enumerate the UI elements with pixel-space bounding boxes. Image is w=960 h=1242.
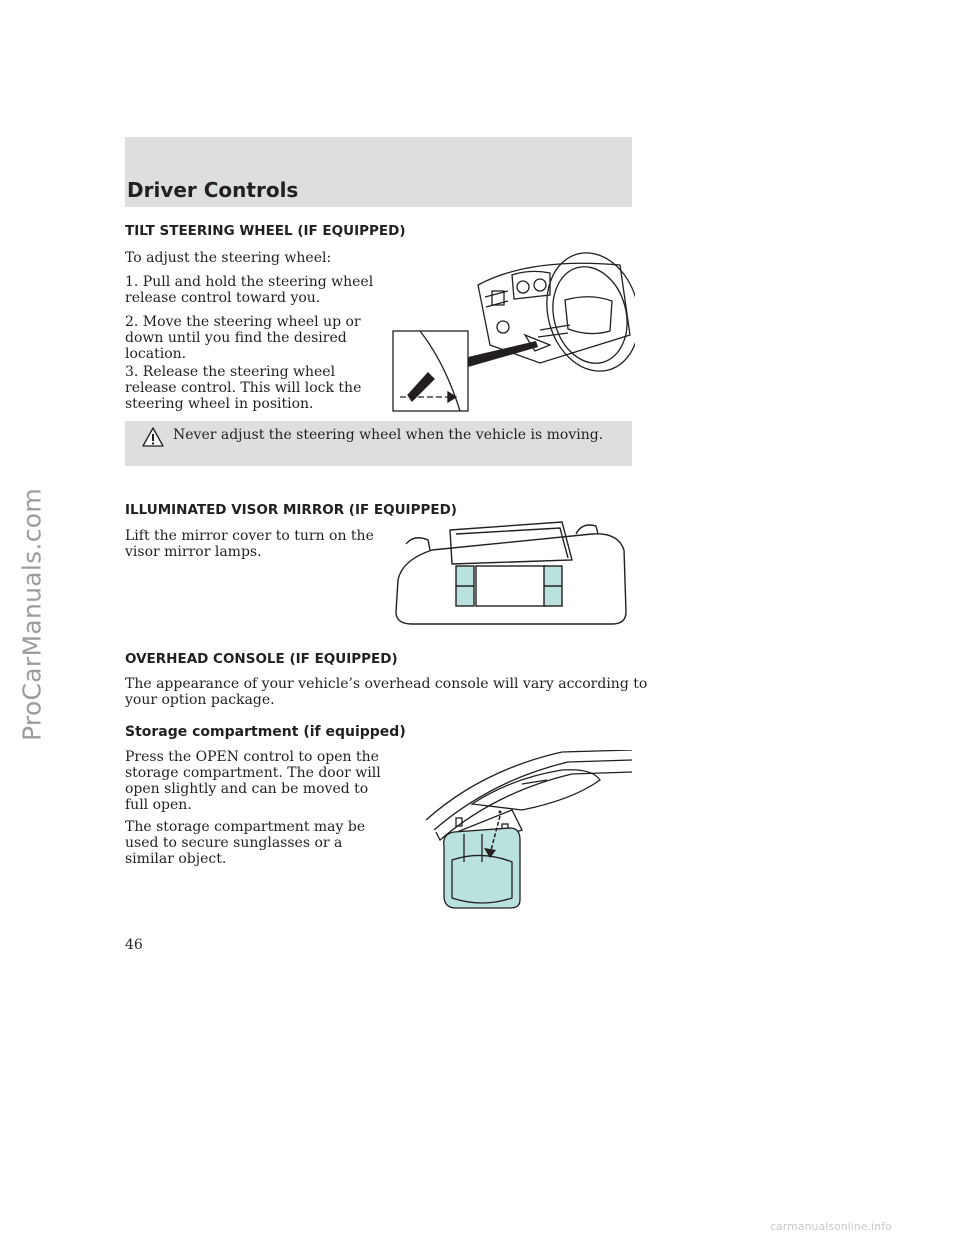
- visor-heading: ILLUMINATED VISOR MIRROR (IF EQUIPPED): [125, 502, 457, 518]
- tilt-step3-line: release control. This will lock the: [125, 380, 362, 396]
- watermark-text: ProCarManuals.com: [17, 487, 47, 742]
- tilt-step3: [125, 364, 361, 412]
- tilt-step1-line: 1. Pull and hold the steering wheel: [125, 274, 374, 290]
- storage-p1-line: Press the OPEN control to open the: [125, 749, 379, 765]
- console-heading: OVERHEAD CONSOLE (IF EQUIPPED): [125, 651, 398, 667]
- storage-p2-line: used to secure sunglasses or a: [125, 835, 343, 851]
- overhead-console-illustration: [422, 750, 637, 910]
- tilt-intro: To adjust the steering wheel:: [125, 250, 332, 266]
- tilt-step2-line: 2. Move the steering wheel up or: [125, 314, 361, 330]
- tilt-step1: [125, 274, 373, 306]
- steering-wheel-illustration: [390, 245, 635, 415]
- section-title: Driver Controls: [127, 178, 299, 202]
- console-text: [125, 676, 647, 708]
- storage-paragraph-2: [125, 819, 365, 867]
- tilt-heading: TILT STEERING WHEEL (IF EQUIPPED): [125, 223, 406, 239]
- watermark: [2, 0, 62, 1242]
- visor-text-line: visor mirror lamps.: [125, 544, 262, 560]
- tilt-step1-line: release control toward you.: [125, 290, 321, 306]
- visor-mirror-illustration: [392, 520, 632, 630]
- storage-p1-line: full open.: [125, 797, 192, 813]
- tilt-step2-line: down until you find the desired: [125, 330, 347, 346]
- storage-heading: Storage compartment (if equipped): [125, 724, 406, 740]
- storage-p2-line: similar object.: [125, 851, 227, 867]
- visor-text-line: Lift the mirror cover to turn on the: [125, 528, 374, 544]
- storage-p1-line: open slightly and can be moved to: [125, 781, 369, 797]
- warning-icon: [142, 427, 164, 447]
- storage-p2-line: The storage compartment may be: [125, 819, 366, 835]
- tilt-step3-line: 3. Release the steering wheel: [125, 364, 336, 380]
- console-text-line: The appearance of your vehicle’s overhead console will vary according to: [125, 676, 648, 692]
- visor-text: [125, 528, 374, 560]
- console-text-line: your option package.: [125, 692, 275, 708]
- tilt-step3-line: steering wheel in position.: [125, 396, 314, 412]
- footer-url: carmanualsonline.info: [770, 1220, 892, 1233]
- storage-paragraph-1: [125, 749, 381, 813]
- page-number: 46: [125, 937, 143, 953]
- tilt-step2-line: location.: [125, 346, 187, 362]
- tilt-step2: [125, 314, 361, 362]
- warning-text: Never adjust the steering wheel when the vehicle is moving.: [173, 427, 604, 443]
- storage-p1-line: storage compartment. The door will: [125, 765, 381, 781]
